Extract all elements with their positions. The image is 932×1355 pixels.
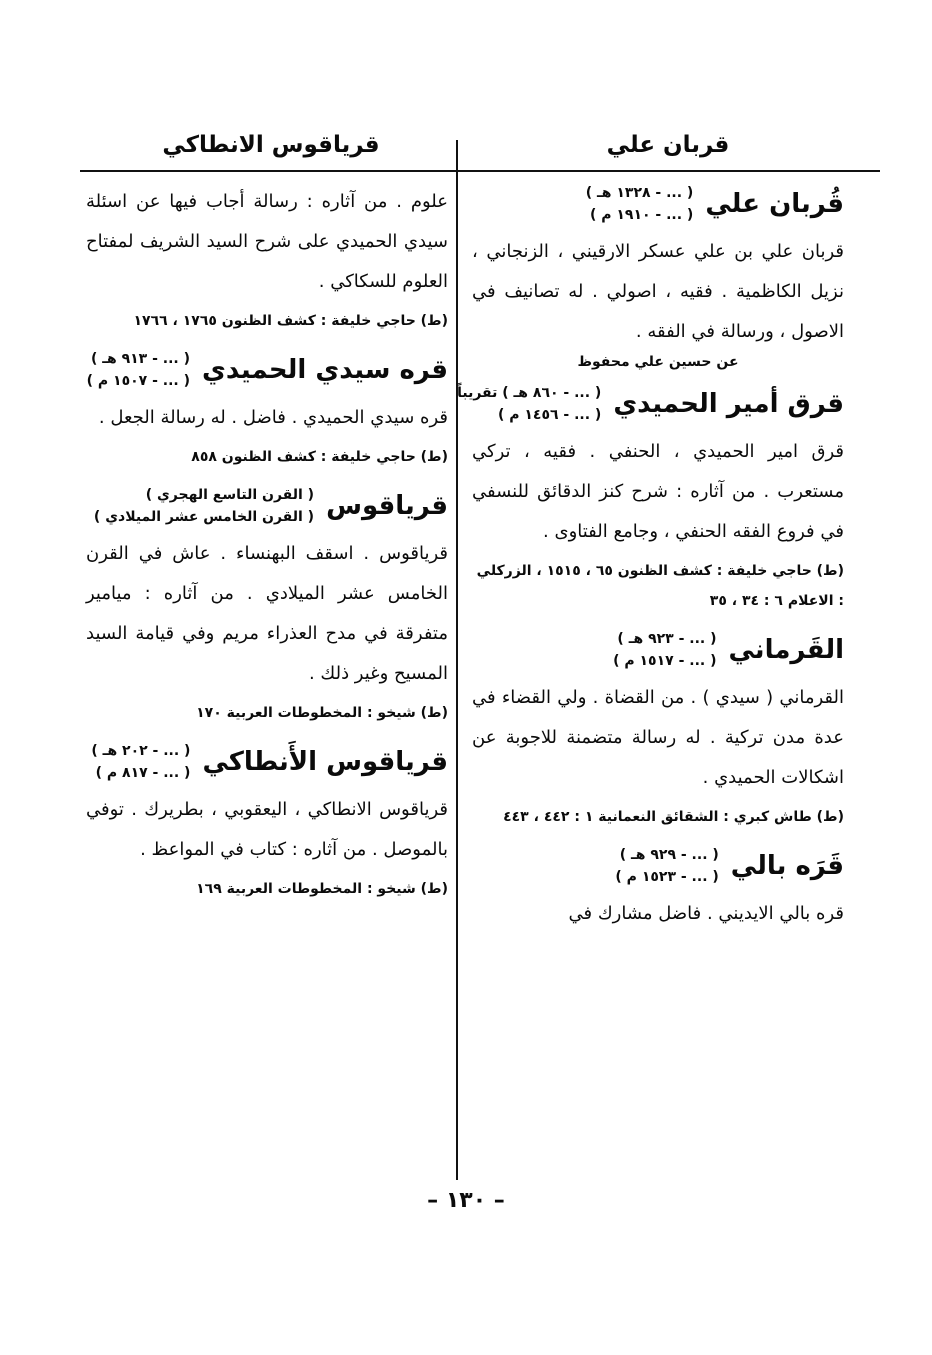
entry-dates — [613, 628, 716, 672]
entry-heading — [86, 348, 448, 392]
entry-qarah-sidi — [86, 348, 448, 472]
date-hijri: ( ... - ٢٠٢ هـ ) — [91, 743, 191, 759]
entry-body: قره سيدي الحميدي . فاضل . له رسالة الجعل . — [98, 407, 448, 428]
entry-body: قرق امير الحميدي ، الحنفي . فقيه ، تركي مستعرب . من آثاره : شرح كنز الدقائق للنسفي في فروع الفقه الحنفي ، وجامع الفتاوى . — [472, 441, 844, 542]
entry-dates — [457, 382, 601, 426]
date-ad: ( القرن الخامس عشر الميلادي ) — [93, 509, 315, 525]
entry-dates — [87, 348, 190, 392]
entry-qirq-amir — [457, 382, 844, 616]
entry-qurban-ali — [472, 182, 844, 370]
headword: القَرماني — [728, 635, 844, 665]
entry-body: قره بالي الايديني . فاضل مشارك في — [568, 903, 844, 924]
entry-reference: (ط) طاش كبري : الشقائق النعمانية ١ : ٤٤٢ ، ٤٤٣ — [503, 809, 844, 825]
entry-dates — [91, 740, 190, 784]
running-header-right: قربان علي — [606, 132, 730, 158]
date-hijri: ( ... - ١٣٢٨ هـ ) — [585, 185, 694, 201]
date-ad: ( ... - ١٩١٠ م ) — [589, 207, 694, 223]
left-column — [86, 182, 448, 916]
entry-heading — [472, 844, 844, 888]
date-ad: ( ... - ١٥٠٧ م ) — [86, 373, 191, 389]
headword: قرق أمير الحميدي — [613, 389, 844, 419]
entry-body: قرياقوس الانطاكي ، اليعقوبي ، بطريرك . توفي بالموصل . من آثاره : كتاب في المواعظ . — [86, 799, 448, 860]
headword: قُربان علي — [705, 189, 844, 219]
entry-qaramani — [472, 628, 844, 832]
date-hijri: ( ... - ٩١٣ هـ ) — [90, 351, 191, 367]
entry-heading — [457, 382, 844, 426]
date-hijri: ( ... - ٩٢٩ هـ ) — [619, 847, 719, 863]
entry-body: علوم . من آثاره : رسالة أجاب فيها عن اسئلة سيدي الحميدي على شرح السيد الشريف لمفتاح العلوم للسكاكي . — [86, 191, 448, 292]
headword: قَرَه بالي — [730, 851, 844, 881]
right-column — [457, 182, 844, 946]
headword: قرياقوس الأَنطاكي — [202, 747, 448, 777]
entry-continuation — [86, 182, 448, 336]
entry-quryaqus-antaki — [86, 740, 448, 904]
entry-heading — [472, 182, 844, 226]
entry-quryaqus — [86, 484, 448, 728]
entry-heading — [86, 740, 448, 784]
entry-reference: (ط) شيخو : المخطوطات العربية ١٦٩ — [196, 881, 448, 897]
date-ad: ( ... - ١٤٥٦ م ) — [497, 407, 602, 423]
entry-body: قرياقوس . اسقف البهنساء . عاش في القرن الخامس عشر الميلادي . من آثاره : ميامير متفرقة في مدح العذراء مريم وفي قيامة السيد المسيح وغير ذلك . — [86, 543, 448, 684]
entry-reference: (ط) حاجي خليفة : كشف الظنون ٦٥ ، ١٥١٥ ، الزركلي : الاعلام ٦ : ٣٤ ، ٣٥ — [476, 563, 844, 609]
date-ad: ( ... - ١٥١٧ م ) — [613, 653, 717, 669]
date-ad: ( ... - ٨١٧ م ) — [95, 765, 191, 781]
entry-reference: (ط) حاجي خليفة : كشف الظنون ١٧٦٥ ، ١٧٦٦ — [133, 313, 448, 329]
entry-heading — [86, 484, 448, 528]
entry-author: عن حسين علي محفوظ — [577, 354, 739, 370]
entry-dates — [94, 484, 314, 528]
entry-heading — [472, 628, 844, 672]
page-number: – ١٣٠ – — [427, 1188, 505, 1213]
entry-body: قربان علي بن علي عسكر الارقيني ، الزنجاني ، نزيل الكاظمية . فقيه ، اصولي . له تصانيف في الاصول ، ورسالة في الفقه . — [472, 241, 844, 342]
entry-reference: (ط) حاجي خليفة : كشف الظنون ٨٥٨ — [191, 449, 448, 465]
entry-body: القرماني ( سيدي ) . من القضاة . ولي القضاء في عدة مدن تركية . له رسالة متضمنة للاجوبة عن اشكالات الحميدي . — [472, 687, 844, 788]
date-hijri: ( ... - ٩٢٣ هـ ) — [617, 631, 717, 647]
headword: قرياقوس — [326, 491, 448, 521]
date-hijri: ( ... - ٨٦٠ هـ ) تقريباً — [457, 385, 602, 401]
header-rule — [80, 170, 880, 172]
date-ad: ( ... - ١٥٢٣ م ) — [615, 869, 719, 885]
entry-reference: (ط) شيخو : المخطوطات العربية ١٧٠ — [196, 705, 448, 721]
entry-qarah-bali — [472, 844, 844, 934]
column-divider — [456, 140, 458, 1180]
running-header-left: قرياقوس الانطاكي — [162, 132, 380, 158]
entry-dates — [615, 844, 718, 888]
date-hijri: ( القرن التاسع الهجري ) — [145, 487, 315, 503]
entry-dates — [586, 182, 694, 226]
headword: قره سيدي الحميدي — [202, 355, 448, 385]
